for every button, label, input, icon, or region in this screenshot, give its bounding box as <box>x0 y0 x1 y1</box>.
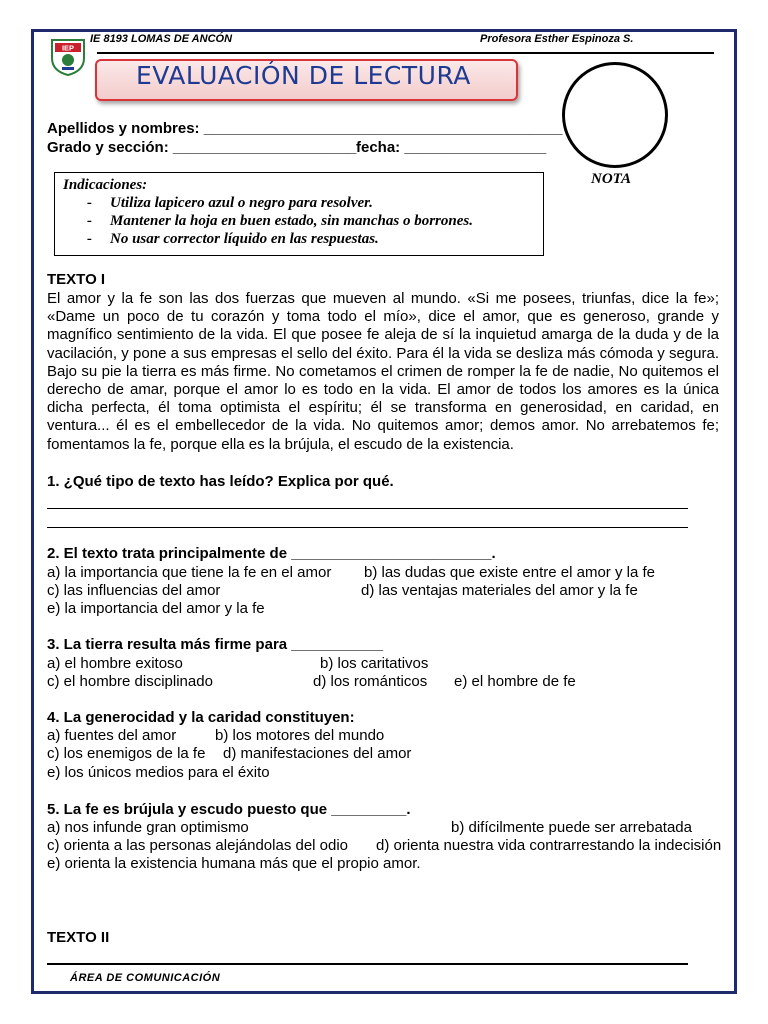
option[interactable]: d) las ventajas materiales del amor y la fe <box>361 582 638 599</box>
question-2: 2. El texto trata principalmente de ________________________. <box>47 545 496 562</box>
grade-circle <box>562 62 668 168</box>
option[interactable]: c) orienta a las personas alejándolas del odio <box>47 837 349 854</box>
option[interactable]: d) los románticos <box>313 673 428 690</box>
option[interactable]: e) los únicos medios para el éxito <box>47 764 270 781</box>
option[interactable]: b) los motores del mundo <box>215 727 385 744</box>
question-1: 1. ¿Qué tipo de texto has leído? Explica por qué. <box>47 473 394 490</box>
indication-item: - Utiliza lapicero azul o negro para resolver. <box>87 195 373 211</box>
option[interactable]: d) orienta nuestra vida contrarrestando la indecisión <box>376 837 722 854</box>
page-title: EVALUACIÓN DE LECTURA <box>136 61 471 90</box>
option[interactable]: e) orienta la existencia humana más que el propio amor. <box>47 855 421 872</box>
question-3: 3. La tierra resulta más firme para ___________ <box>47 636 384 653</box>
date-field[interactable]: fecha: _________________ <box>356 139 547 156</box>
option[interactable]: a) la importancia que tiene la fe en el amor <box>47 564 332 581</box>
option[interactable]: c) los enemigos de la fe <box>47 745 206 762</box>
option[interactable]: e) la importancia del amor y la fe <box>47 600 265 617</box>
question-5: 5. La fe es brújula y escudo puesto que _________. <box>47 801 411 818</box>
footer-area: ÁREA DE COMUNICACIÓN <box>70 972 221 984</box>
option[interactable]: a) nos infunde gran optimismo <box>47 819 249 836</box>
answer-line[interactable] <box>47 527 688 528</box>
option[interactable]: c) las influencias del amor <box>47 582 221 599</box>
header-divider <box>97 52 714 54</box>
school-name: IE 8193 LOMAS DE ANCÓN <box>90 33 233 45</box>
option[interactable]: b) las dudas que existe entre el amor y la fe <box>364 564 655 581</box>
indications-title: Indicaciones: <box>63 177 148 193</box>
option[interactable]: c) el hombre disciplinado <box>47 673 213 690</box>
question-4: 4. La generocidad y la caridad constituyen: <box>47 709 355 726</box>
option[interactable]: e) el hombre de fe <box>454 673 576 690</box>
teacher-name: Profesora Esther Espinoza S. <box>480 33 634 45</box>
texto-1-heading: TEXTO I <box>47 271 106 288</box>
option[interactable]: d) manifestaciones del amor <box>223 745 412 762</box>
texto-2-heading: TEXTO II <box>47 929 110 946</box>
texto-1-body: El amor y la fe son las dos fuerzas que mueven al mundo. «Si me posees, triunfas, dice la fe»; «Dame un poco de tu corazón y toma todo el mío», dice el amor, que es generoso, grande y magnífico sentimiento de la vida. El que posee fe aleja de sí la inquietud amarga de la duda y de la vacilación, y pone a sus empresas el sello del éxito. Para él la vida se desliza más cómoda y segura. Bajo su pie la tierra es más firme. No cometamos el crimen de romper la fe de nadie, No quitemos el derecho de amar, porque el amor lo es todo en la vida. El amor de todos los amores es la única dicha perfecta, él toma optimista el espíritu; él se transforma en generosidad, en caridad, en ventura... él es el embellecedor de la vida. No quitemos amor; demos amor. No arrebatemos fe; fomentamos la fe, porque ella es la brújula, el escudo de la existencia. <box>47 290 719 453</box>
grade-section-field[interactable]: Grado y sección: ______________________ <box>47 139 357 156</box>
indication-item: - No usar corrector líquido en las respuestas. <box>87 231 379 247</box>
option[interactable]: a) fuentes del amor <box>47 727 177 744</box>
option[interactable]: a) el hombre exitoso <box>47 655 183 672</box>
name-field[interactable]: Apellidos y nombres: ___________________________________________ <box>47 120 563 137</box>
grade-label: NOTA <box>591 171 632 187</box>
option[interactable]: b) los caritativos <box>320 655 429 672</box>
indication-item: - Mantener la hoja en buen estado, sin manchas o borrones. <box>87 213 473 229</box>
school-shield-logo <box>50 38 86 76</box>
answer-line[interactable] <box>47 508 688 509</box>
logo-text: IEP <box>61 43 75 53</box>
footer-divider <box>47 963 688 965</box>
option[interactable]: b) difícilmente puede ser arrebatada <box>451 819 692 836</box>
